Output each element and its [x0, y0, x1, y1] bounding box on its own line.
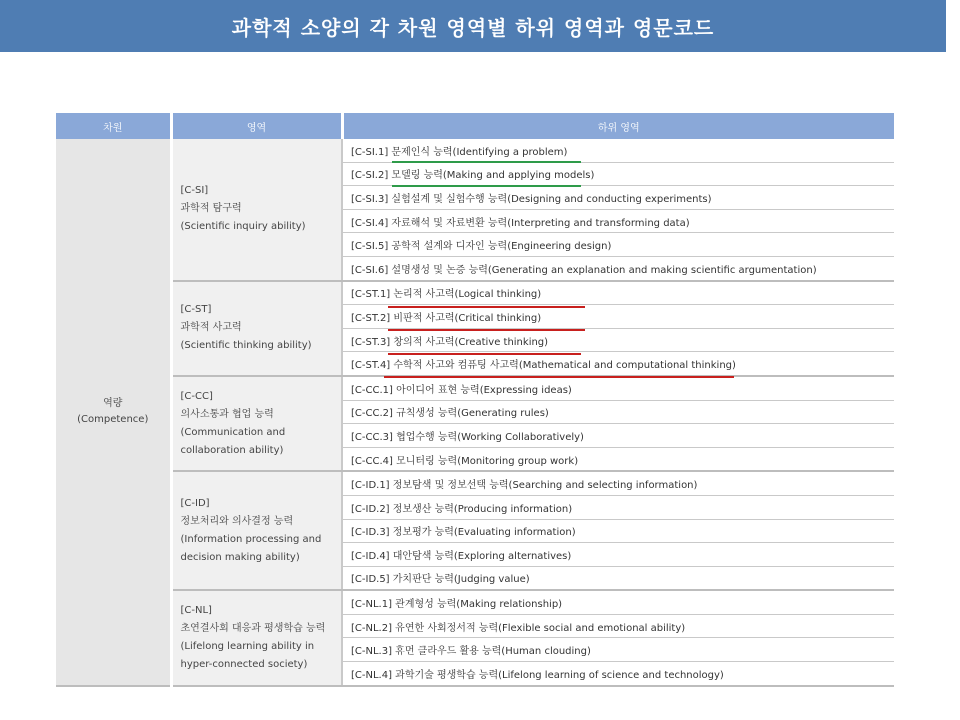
highlight-underline-cst1: [388, 306, 585, 308]
subarea-cell: [C-ST.1] 논리적 사고력(Logical thinking): [342, 281, 894, 305]
subarea-cell: [C-ST.4] 수학적 사고와 컴퓨팅 사고력(Mathematical and computational thinking): [342, 352, 894, 376]
area-name-en: (Information processing and decision making ability): [180, 533, 322, 563]
highlight-underline-csi2: [392, 185, 581, 187]
subarea-cell: [C-SI.1] 문제인식 능력(Identifying a problem): [342, 139, 894, 162]
highlight-underline-cst2: [388, 329, 585, 331]
subarea-cell: [C-ID.4] 대안탐색 능력(Exploring alternatives): [342, 543, 894, 567]
dimension-label-en: (Competence): [77, 413, 149, 425]
subarea-cell: [C-CC.2] 규칙생성 능력(Generating rules): [342, 400, 894, 424]
subarea-cell: [C-ST.2] 비판적 사고력(Critical thinking): [342, 305, 894, 329]
area-name-en: (Lifelong learning ability in hyper-connected society): [180, 640, 315, 670]
header-row: [56, 113, 894, 139]
subarea-cell: [C-ID.1] 정보탐색 및 정보선택 능력(Searching and selecting information): [342, 471, 894, 495]
area-name-ko: 정보처리와 의사결정 능력: [180, 515, 294, 527]
page-title: 과학적 소양의 각 차원 영역별 하위 영역과 영문코드: [231, 15, 715, 40]
dimension-label-ko: 역량: [103, 397, 123, 409]
area-cell: [171, 139, 342, 281]
subarea-cell: [C-NL.2] 유연한 사회정서적 능력(Flexible social and emotional ability): [342, 614, 894, 638]
highlight-underline-cst4: [384, 376, 734, 378]
subarea-cell: [C-SI.4] 자료해석 및 자료변환 능력(Interpreting and transforming data): [342, 209, 894, 233]
highlight-underline-cst3: [388, 353, 581, 355]
subarea-cell: [C-ID.5] 가치판단 능력(Judging value): [342, 566, 894, 590]
title-banner: [0, 0, 946, 52]
subdomain-table: [56, 113, 894, 687]
subarea-cell: [C-CC.3] 협업수행 능력(Working Collaboratively): [342, 424, 894, 448]
header-dimension: 차원: [56, 113, 171, 139]
table-row: [56, 376, 894, 400]
header-subarea: 하위 영역: [342, 113, 894, 139]
area-name-en: (Communication and collaboration ability): [180, 426, 286, 456]
area-code: [C-NL]: [180, 604, 212, 616]
area-name-en: (Scientific inquiry ability): [180, 221, 306, 233]
subarea-cell: [C-ST.3] 창의적 사고력(Creative thinking): [342, 328, 894, 352]
subarea-cell: [C-SI.6] 설명생성 및 논증 능력(Generating an explanation and making scientific argumentation): [342, 256, 894, 280]
subarea-cell: [C-CC.1] 아이디어 표현 능력(Expressing ideas): [342, 376, 894, 400]
subarea-cell: [C-CC.4] 모니터링 능력(Monitoring group work): [342, 447, 894, 471]
area-name-ko: 과학적 사고력: [180, 322, 242, 334]
subarea-cell: [C-SI.2] 모델링 능력(Making and applying models): [342, 162, 894, 186]
area-name-en: (Scientific thinking ability): [180, 340, 312, 352]
area-cell: [171, 281, 342, 376]
area-cell: [171, 471, 342, 590]
area-cell: [171, 590, 342, 685]
area-code: [C-ST]: [180, 304, 212, 316]
table-row: [56, 281, 894, 305]
subarea-cell: [C-NL.1] 관계형성 능력(Making relationship): [342, 590, 894, 614]
area-name-ko: 의사소통과 협업 능력: [180, 408, 274, 420]
subarea-cell: [C-SI.3] 실험설계 및 실험수행 능력(Designing and conducting experiments): [342, 186, 894, 210]
subarea-cell: [C-ID.3] 정보평가 능력(Evaluating information): [342, 519, 894, 543]
area-cell: [171, 376, 342, 471]
header-area: 영역: [171, 113, 342, 139]
table-row: [56, 471, 894, 495]
subarea-cell: [C-NL.3] 휴먼 클라우드 활용 능력(Human clouding): [342, 638, 894, 662]
area-name-ko: 초연결사회 대응과 평생학습 능력: [180, 622, 326, 634]
table-container: [56, 113, 894, 687]
dimension-cell: [56, 139, 171, 686]
subarea-cell: [C-ID.2] 정보생산 능력(Producing information): [342, 495, 894, 519]
area-name-ko: 과학적 탐구력: [180, 203, 242, 215]
area-code: [C-SI]: [180, 185, 209, 197]
area-code: [C-CC]: [180, 390, 213, 402]
table-row: [56, 139, 894, 162]
table-row: [56, 590, 894, 614]
area-code: [C-ID]: [180, 497, 210, 509]
subarea-cell: [C-NL.4] 과학기술 평생학습 능력(Lifelong learning of science and technology): [342, 662, 894, 686]
highlight-underline-csi1: [392, 161, 581, 163]
table-body: [56, 139, 894, 686]
subarea-cell: [C-SI.5] 공학적 설계와 디자인 능력(Engineering design): [342, 233, 894, 257]
